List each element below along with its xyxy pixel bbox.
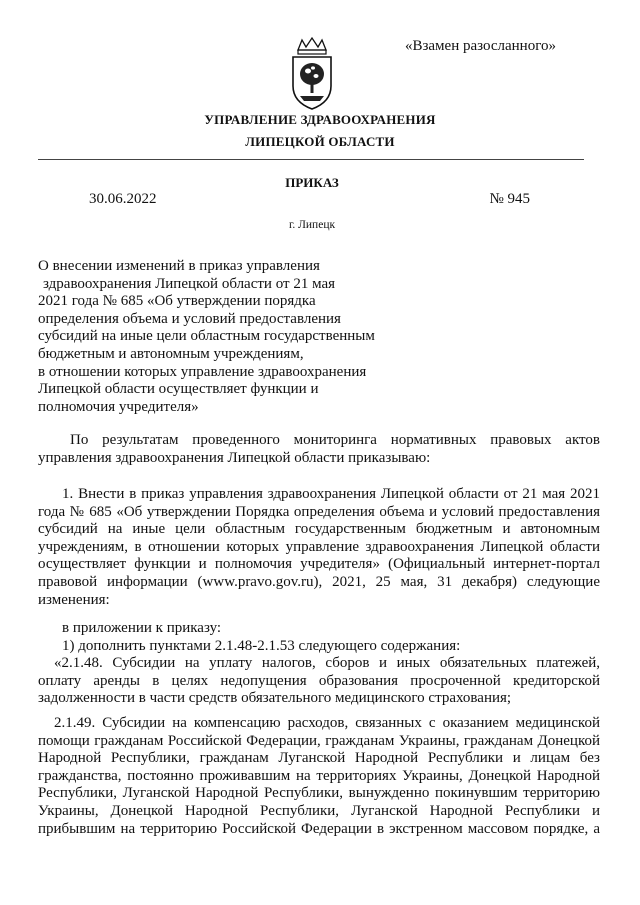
subject-line: определения объема и условий предоставления: [38, 310, 341, 327]
point-2-1-49-paragraph: [38, 715, 600, 838]
subject-line: полномочия учредителя»: [38, 398, 199, 415]
paragraph-line: года № 685 «Об утверждении Порядка определения объема и условий предоставления: [38, 503, 600, 520]
org-name-line1: УПРАВЛЕНИЕ ЗДРАВООХРАНЕНИЯ: [204, 112, 436, 127]
coat-of-arms-icon: [284, 36, 340, 112]
paragraph-line: По результатам проведенного мониторинга нормативных правовых актов: [70, 432, 600, 448]
paragraph-line: осуществляет функции и полномочия учредителя» (Официальный интернет-портал: [38, 556, 600, 573]
point-1-paragraph: [38, 486, 600, 609]
order-title: ПРИКАЗ: [285, 175, 339, 190]
subject-line: в отношении которых управление здравоохранения: [38, 363, 367, 380]
paragraph-line: учреждениям, в отношении которых управление здравоохранения Липецкой области: [38, 538, 600, 555]
subject-line: Липецкой области осуществляет функции и: [38, 381, 319, 398]
paragraph-line: оплату аренды в целях недопущения образования просроченной кредиторской: [38, 672, 600, 689]
order-subject: [38, 258, 398, 416]
subject-line: здравоохранения Липецкой области от 21 мая: [43, 275, 336, 292]
paragraph-line: изменения:: [38, 591, 110, 608]
annex-line: в приложении к приказу:: [62, 620, 222, 636]
paragraph-line: задолженности в части средств обязательного медицинского страхования;: [38, 690, 512, 707]
subject-line: О внесении изменений в приказ управления: [38, 258, 320, 274]
order-date: 30.06.2022: [89, 191, 157, 207]
paragraph-line: Украины, Донецкой Народной Республики, Луганской Народной Республики и: [38, 802, 600, 819]
annex-section: [38, 620, 600, 708]
subject-line: бюджетным и автономным учреждениям,: [38, 345, 304, 362]
order-city: г. Липецк: [288, 219, 336, 231]
paragraph-line: гражданства, постоянно проживавшим на территориях Украины, Донецкой Народной: [38, 767, 600, 784]
paragraph-line: «2.1.48. Субсидии на уплату налогов, сборов и иных обязательных платежей,: [54, 655, 600, 672]
paragraph-line: помощи гражданам Российской Федерации, гражданам Украины, гражданам Донецкой: [38, 732, 600, 749]
subject-line: 2021 года № 685 «Об утверждении порядка: [38, 293, 316, 310]
paragraph-line: правовой информации (www.pravo.gov.ru), 2021, 25 мая, 31 декабря) следующие: [38, 573, 600, 590]
paragraph-line: Народной Республики, гражданам Луганской Народной Республики и лицам без: [38, 750, 600, 767]
order-number: № 945: [489, 191, 530, 207]
paragraph-line: 2.1.49. Субсидии на компенсацию расходов, связанных с оказанием медицинской: [54, 715, 600, 731]
org-name-line2: ЛИПЕЦКОЙ ОБЛАСТИ: [245, 134, 395, 149]
paragraph-line: прибывшим на территорию Российской Федерации в экстренном массовом порядке, а: [38, 820, 600, 837]
paragraph-line: управления здравоохранения Липецкой области приказываю:: [38, 449, 431, 466]
paragraph-line: субсидий на иные цели областным государственным бюджетным и автономным: [38, 521, 600, 538]
paragraph-line: 1. Внести в приказ управления здравоохранения Липецкой области от 21 мая 2021: [62, 486, 600, 502]
header-divider: [38, 159, 584, 160]
subject-line: субсидий на иные цели областным государственным: [38, 328, 375, 345]
replacement-note: «Взамен разосланного»: [404, 38, 556, 54]
annex-line: 1) дополнить пунктами 2.1.48-2.1.53 следующего содержания:: [62, 637, 461, 654]
intro-paragraph: [38, 432, 600, 467]
paragraph-line: Республики, Луганской Народной Республики, вынужденно покинувшим территорию: [38, 785, 600, 802]
